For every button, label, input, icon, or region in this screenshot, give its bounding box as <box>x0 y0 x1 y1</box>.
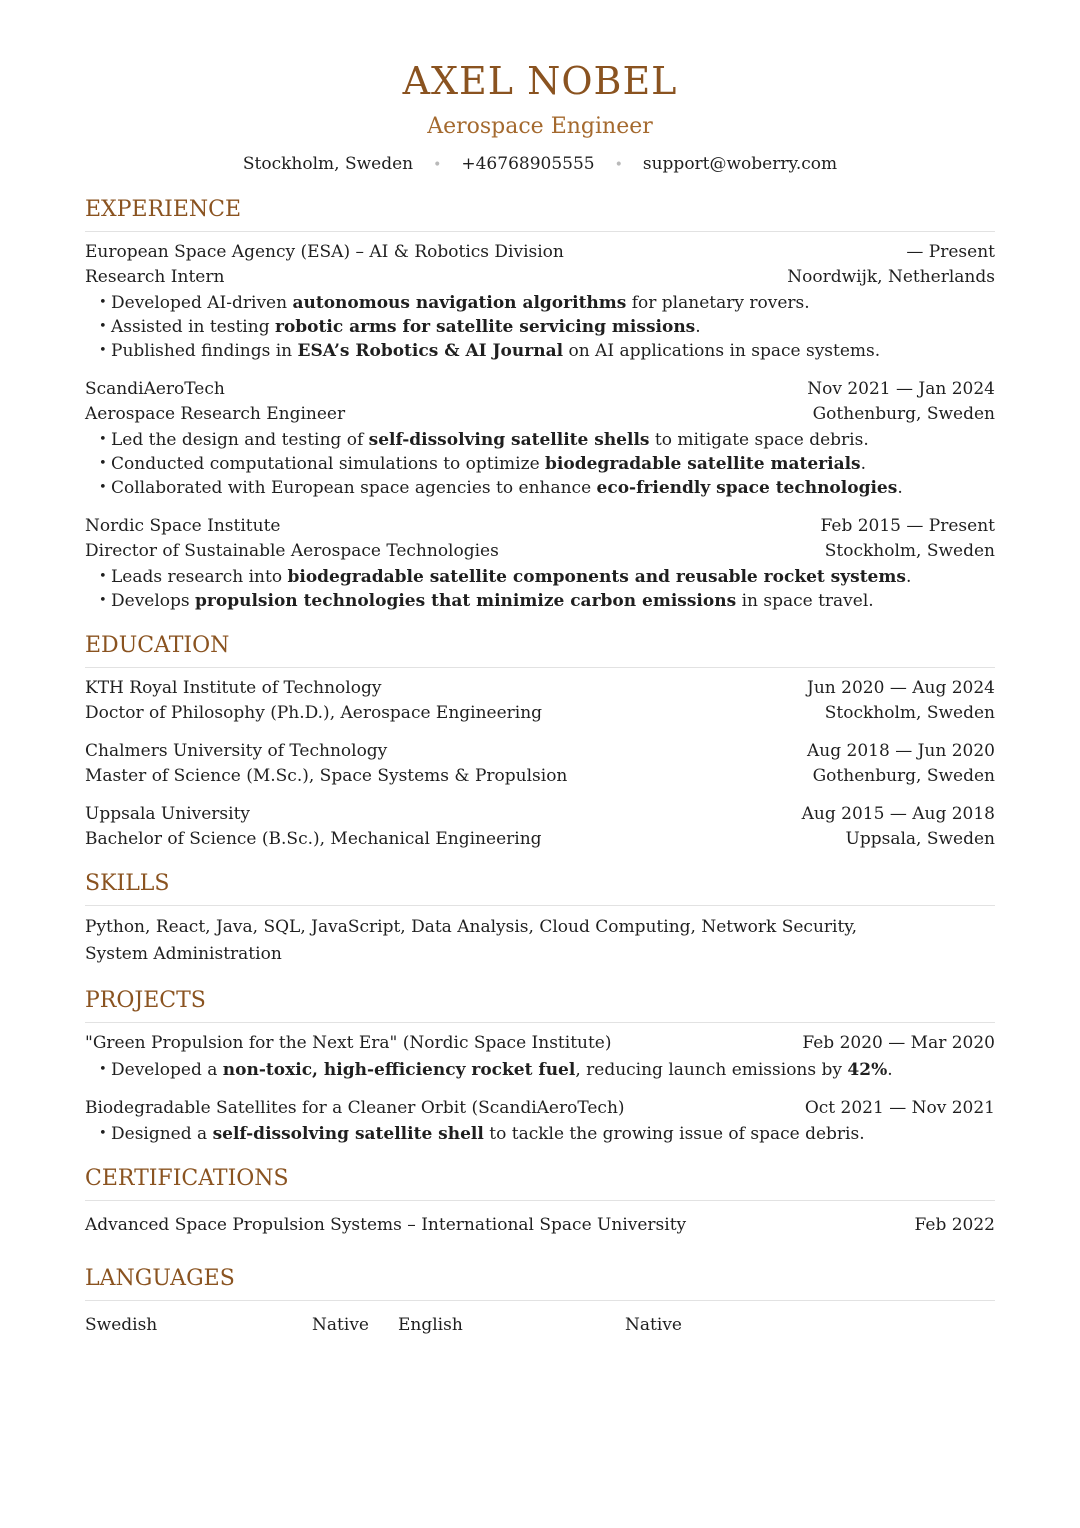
language-name: English <box>398 1314 463 1335</box>
certification-date: Feb 2022 <box>914 1215 995 1235</box>
contact-email: support@woberry.com <box>642 154 838 174</box>
education-dates: Aug 2015 — Aug 2018 <box>801 804 995 824</box>
language-level: Native <box>625 1314 682 1335</box>
experience-bullet: • Developed AI-driven autonomous navigation algorithms for planetary rovers. <box>99 291 995 315</box>
experience-bullet: • Collaborated with European space agencies to enhance eco-friendly space technologies. <box>99 476 995 500</box>
language-level: Native <box>312 1314 369 1335</box>
education-degree: Master of Science (M.Sc.), Space Systems & Propulsion <box>85 765 568 786</box>
experience-location: Noordwijk, Netherlands <box>787 266 995 287</box>
education-dates: Aug 2018 — Jun 2020 <box>807 741 995 761</box>
education-location: Uppsala, Sweden <box>845 828 995 849</box>
contact-phone: +46768905555 <box>461 154 595 174</box>
project-bullet: • Developed a non-toxic, high-efficiency rocket fuel, reducing launch emissions by 42%. <box>99 1058 995 1082</box>
experience-company: ScandiAeroTech <box>85 379 225 399</box>
experience-role: Research Intern <box>85 266 225 287</box>
education-school: Chalmers University of Technology <box>85 741 388 761</box>
project-dates: Oct 2021 — Nov 2021 <box>804 1097 995 1118</box>
contact-separator: • <box>433 157 442 173</box>
education-degree: Bachelor of Science (B.Sc.), Mechanical Engineering <box>85 828 542 849</box>
languages-list <box>85 1313 995 1337</box>
experience-bullet: • Led the design and testing of self-dissolving satellite shells to mitigate space debris. <box>99 428 995 452</box>
resume-header <box>85 0 995 177</box>
certifications-section <box>85 1164 995 1238</box>
education-location: Gothenburg, Sweden <box>812 765 995 786</box>
candidate-name: AXEL NOBEL <box>402 59 678 103</box>
experience-location: Stockholm, Sweden <box>824 540 995 561</box>
languages-section <box>85 1264 995 1337</box>
experience-bullet: • Develops propulsion technologies that minimize carbon emissions in space travel. <box>99 589 995 613</box>
certifications-heading: CERTIFICATIONS <box>85 1164 995 1201</box>
experience-company: European Space Agency (ESA) – AI & Robotics Division <box>85 242 564 262</box>
certification-name: Advanced Space Propulsion Systems – International Space University <box>85 1215 687 1235</box>
experience-location: Gothenburg, Sweden <box>812 403 995 424</box>
project-title: "Green Propulsion for the Next Era" (Nordic Space Institute) <box>85 1033 612 1053</box>
experience-company: Nordic Space Institute <box>85 516 281 536</box>
education-entry <box>85 802 995 851</box>
experience-bullet: • Conducted computational simulations to optimize biodegradable satellite materials. <box>99 452 995 476</box>
certification-entry <box>85 1213 995 1238</box>
education-school: KTH Royal Institute of Technology <box>85 678 382 698</box>
experience-section <box>85 195 995 613</box>
education-heading: EDUCATION <box>85 631 995 668</box>
experience-entry <box>85 514 995 613</box>
education-dates: Jun 2020 — Aug 2024 <box>807 678 995 698</box>
candidate-title: Aerospace Engineer <box>427 114 653 139</box>
projects-section <box>85 986 995 1146</box>
education-section <box>85 631 995 851</box>
experience-dates: Nov 2021 — Jan 2024 <box>807 379 995 399</box>
language-item <box>85 1313 398 1337</box>
experience-bullet: • Published findings in ESA’s Robotics & AI Journal on AI applications in space systems. <box>99 339 995 363</box>
skills-heading: SKILLS <box>85 869 995 906</box>
education-degree: Doctor of Philosophy (Ph.D.), Aerospace Engineering <box>85 702 543 723</box>
language-name: Swedish <box>85 1314 158 1335</box>
education-entry <box>85 739 995 788</box>
experience-role: Aerospace Research Engineer <box>85 403 346 424</box>
skills-section <box>85 869 995 968</box>
experience-entry <box>85 240 995 363</box>
skills-list: Python, React, Java, SQL, JavaScript, Data Analysis, Cloud Computing, Network Security, System Administration <box>85 917 858 964</box>
project-dates: Feb 2020 — Mar 2020 <box>802 1033 995 1053</box>
project-title: Biodegradable Satellites for a Cleaner Orbit (ScandiAeroTech) <box>85 1097 625 1118</box>
contact-separator: • <box>614 157 623 173</box>
experience-entry <box>85 377 995 500</box>
projects-heading: PROJECTS <box>85 986 995 1023</box>
experience-dates: — Present <box>906 242 995 262</box>
experience-bullet: • Leads research into biodegradable satellite components and reusable rocket systems. <box>99 565 995 589</box>
contact-line <box>85 152 995 177</box>
experience-dates: Feb 2015 — Present <box>820 516 995 536</box>
education-school: Uppsala University <box>85 804 251 824</box>
education-entry <box>85 676 995 725</box>
languages-heading: LANGUAGES <box>85 1264 995 1301</box>
experience-bullet: • Assisted in testing robotic arms for satellite servicing missions. <box>99 315 995 339</box>
contact-location: Stockholm, Sweden <box>242 154 414 174</box>
project-entry <box>85 1031 995 1082</box>
experience-role: Director of Sustainable Aerospace Technologies <box>85 540 499 561</box>
project-entry <box>85 1096 995 1147</box>
education-location: Stockholm, Sweden <box>824 702 995 723</box>
language-item <box>398 1313 711 1337</box>
experience-heading: EXPERIENCE <box>85 195 995 232</box>
project-bullet: • Designed a self-dissolving satellite shell to tackle the growing issue of space debris. <box>99 1122 995 1146</box>
